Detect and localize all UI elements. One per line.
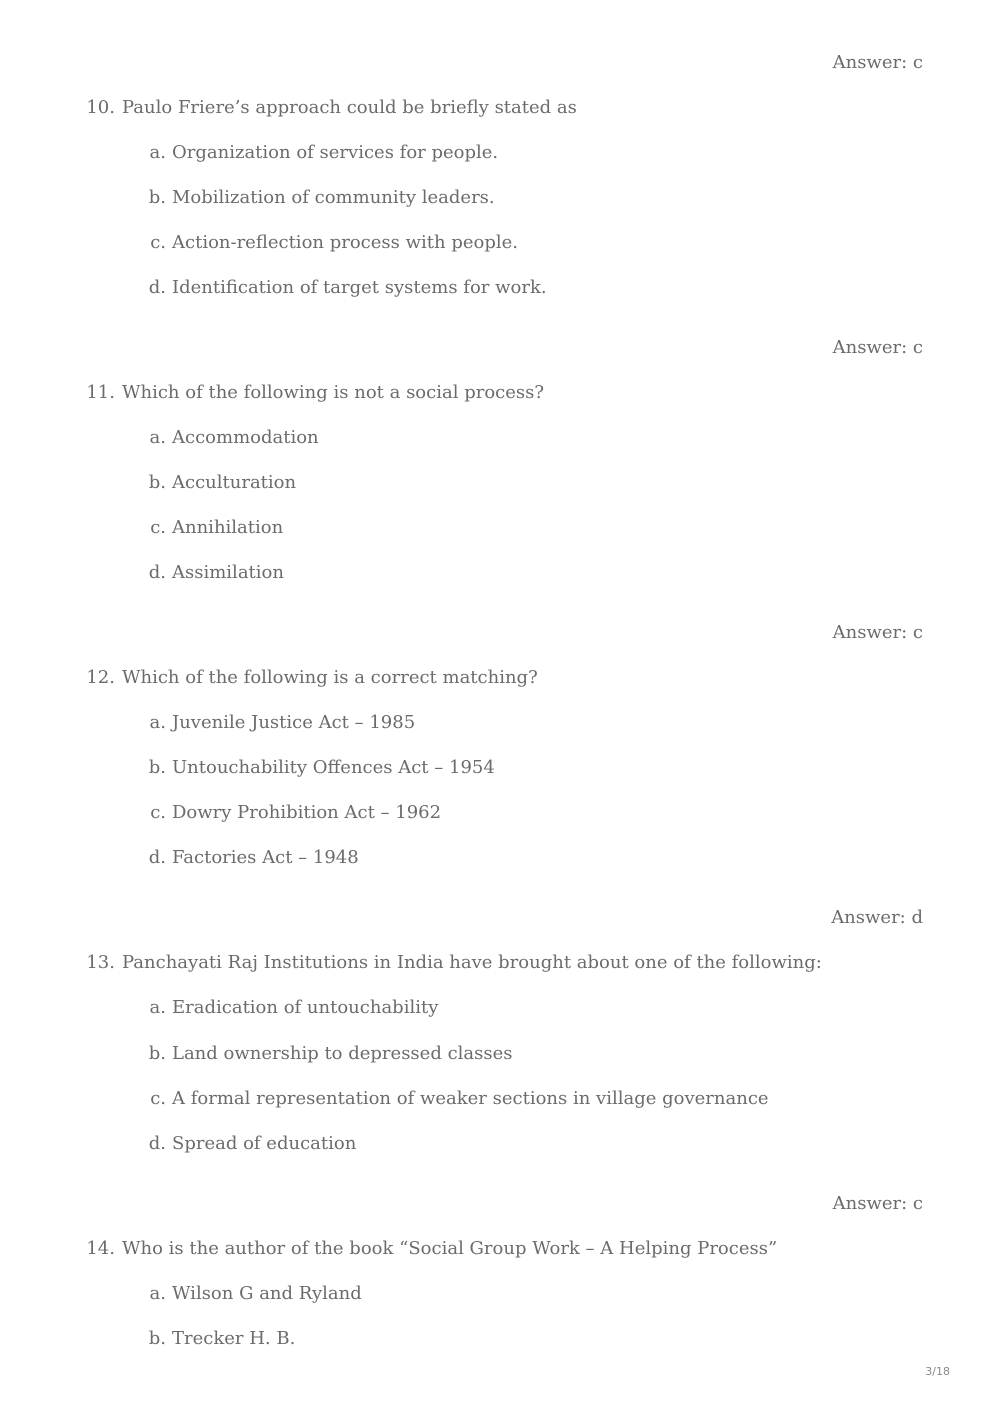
option-letter: b.	[148, 1328, 166, 1349]
answer-label: Answer: c	[832, 1193, 923, 1214]
option-letter: c.	[150, 232, 166, 253]
question-text: Panchayati Raj Institutions in India have brought about one of the following:	[122, 952, 822, 973]
option-text: Wilson G and Ryland	[172, 1283, 362, 1304]
option-letter: d.	[148, 562, 166, 583]
option-letter: a.	[149, 997, 166, 1018]
answer-label: Answer: c	[832, 622, 923, 643]
question-text: Which of the following is not a social process?	[122, 382, 545, 403]
option-letter: a.	[149, 427, 166, 448]
answer-label: Answer: c	[832, 52, 923, 73]
question-number: 11.	[86, 382, 115, 403]
question-text: Who is the author of the book “Social Group Work – A Helping Process”	[122, 1238, 778, 1259]
option-text: Mobilization of community leaders.	[172, 187, 495, 208]
option-letter: b.	[148, 187, 166, 208]
option-text: Trecker H. B.	[172, 1328, 296, 1349]
option-text: Identification of target systems for work.	[172, 277, 547, 298]
option-text: Eradication of untouchability	[172, 997, 439, 1018]
option-text: A formal representation of weaker sections in village governance	[172, 1088, 769, 1109]
question-text: Paulo Friere’s approach could be briefly stated as	[122, 97, 577, 118]
question-number: 12.	[86, 667, 115, 688]
option-text: Accommodation	[172, 427, 319, 448]
option-letter: d.	[148, 1133, 166, 1154]
option-letter: b.	[148, 1043, 166, 1064]
option-letter: b.	[148, 472, 166, 493]
question-number: 14.	[86, 1238, 115, 1259]
option-text: Action-reflection process with people.	[172, 232, 518, 253]
option-text: Assimilation	[172, 562, 284, 583]
option-letter: b.	[148, 757, 166, 778]
answer-label: Answer: c	[832, 337, 923, 358]
option-text: Dowry Prohibition Act – 1962	[172, 802, 442, 823]
option-text: Organization of services for people.	[172, 142, 499, 163]
question-text: Which of the following is a correct matching?	[122, 667, 538, 688]
question-number: 10.	[86, 97, 115, 118]
option-text: Factories Act – 1948	[172, 847, 359, 868]
option-text: Juvenile Justice Act – 1985	[172, 712, 416, 733]
answer-label: Answer: d	[831, 907, 923, 928]
page-number: 3/18	[925, 1365, 950, 1378]
option-text: Acculturation	[172, 472, 297, 493]
option-text: Untouchability Offences Act – 1954	[172, 757, 495, 778]
option-letter: d.	[148, 277, 166, 298]
option-letter: c.	[150, 1088, 166, 1109]
option-text: Annihilation	[172, 517, 284, 538]
option-letter: c.	[150, 517, 166, 538]
option-text: Land ownership to depressed classes	[172, 1043, 513, 1064]
question-number: 13.	[86, 952, 115, 973]
option-letter: a.	[149, 712, 166, 733]
option-letter: a.	[149, 142, 166, 163]
option-letter: a.	[149, 1283, 166, 1304]
option-letter: c.	[150, 802, 166, 823]
option-text: Spread of education	[172, 1133, 357, 1154]
option-letter: d.	[148, 847, 166, 868]
